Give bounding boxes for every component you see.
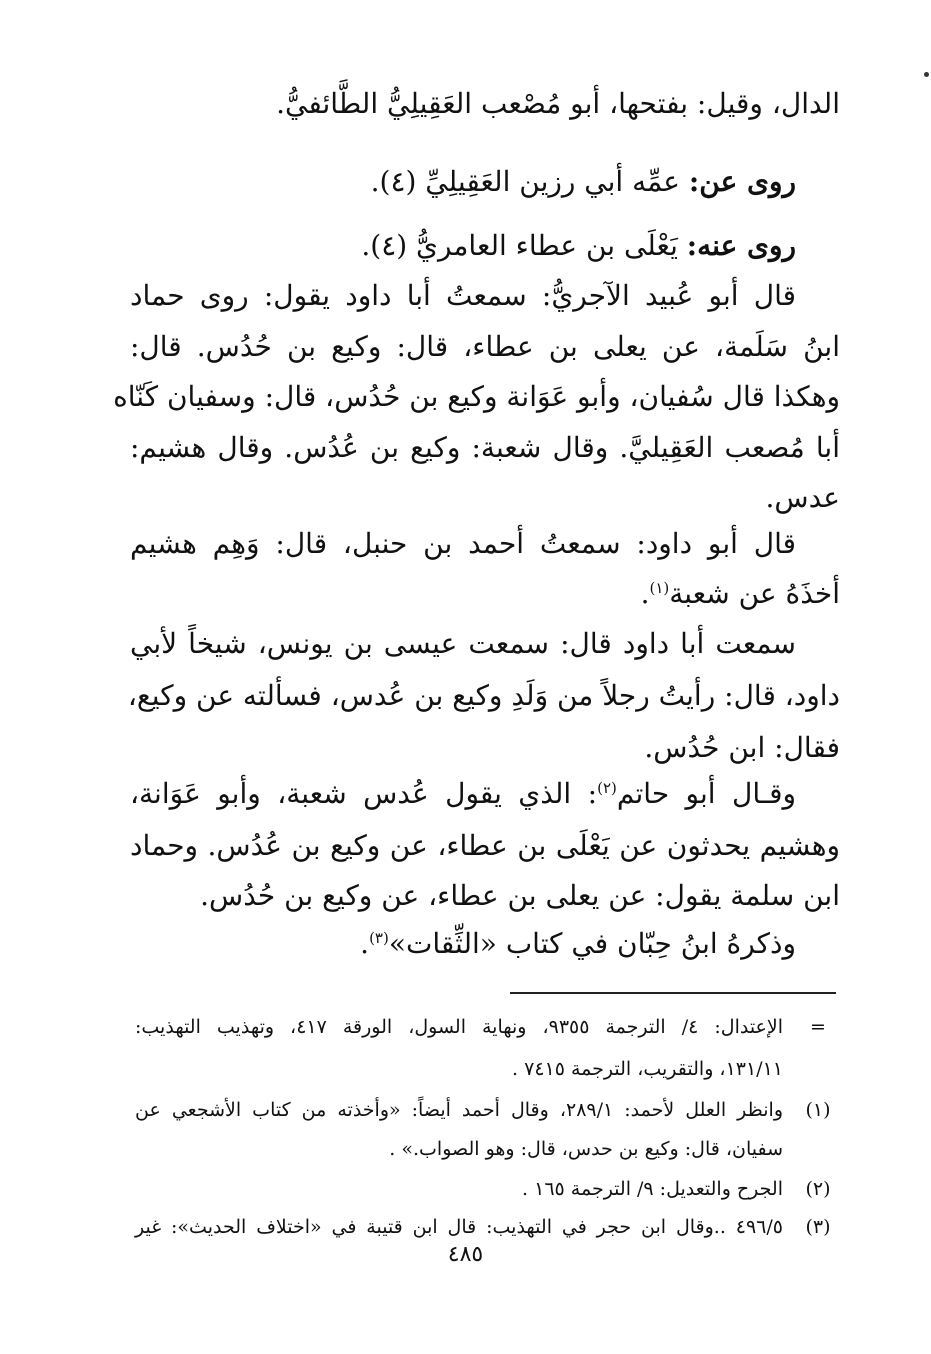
footnote-marker: =	[810, 1016, 826, 1038]
text-line: فقال: ابن حُدُس.	[644, 731, 840, 764]
footnote-separator	[510, 992, 836, 994]
text-line: وذكرهُ ابنُ حِبّان في كتاب «الثِّقات»$^{(٣)}$.	[360, 927, 796, 960]
footnote-ref-1: (١)	[649, 579, 670, 597]
text-line: أخذَهُ عن شعبة$^{(١)}$.	[640, 577, 840, 610]
text-line: قال أبو داود: سمعتُ أحمد بن حنبل، قال: وَهِم هشيم	[130, 527, 796, 560]
footnote-line: سفيان، قال: وكيع بن حدس، قال: وهو الصواب.» .	[389, 1138, 783, 1160]
text-line: سمعت أبا داود قال: سمعت عيسى بن يونس، شيخاً لأبي	[130, 627, 796, 660]
footnote-ref-3: (٣)	[369, 929, 389, 947]
footnote-marker: (٢)	[805, 1178, 831, 1200]
scan-speck	[924, 72, 929, 77]
rawa-anhu-line: روى عنه: يَعْلَى بن عطاء العامريُّ (٤).	[361, 229, 796, 262]
footnote-1: (١) وانظر العلل لأحمد: ٢٨٩/١، وقال أحمد أيضاً: «وأخذته من كتاب الأشجعي عن	[135, 1095, 835, 1125]
text-line: داود، قال: رأيتُ رجلاً من وَلَدِ وكيع بن عُدس، فسألته عن وكيع،	[127, 679, 840, 712]
footnote-continuation: = الإعتدال: ٤/ الترجمة ٩٣٥٥، ونهاية السول، الورقة ٤١٧، وتهذيب التهذيب:	[135, 1012, 835, 1042]
footnote-marker: (٣)	[805, 1216, 831, 1238]
text-line: وقـال أبو حاتم$^{(٢)}$: الذي يقول عُدس شعبة، وأبو عَوَانة،	[130, 777, 796, 810]
text-line: وهكذا قال سُفيان، وأبو عَوَانة وكيع بن حُدُس، قال: وسفيان كَنّاه	[113, 380, 840, 413]
text-line: ابن سلمة يقول: عن يعلى بن عطاء، عن وكيع بن حُدُس.	[200, 879, 840, 912]
footnote-marker: (١)	[805, 1099, 831, 1121]
text-line: الدال، وقيل: بفتحها، أبو مُصْعب العَقِيلِيُّ الطَّائفيُّ.	[276, 87, 840, 120]
rawa-an-line: روى عن: عمِّه أبي رزين العَقِيلِيِّ (٤).	[370, 165, 796, 198]
footnote-3: (٣) ٤٩٦/٥ ..وقال ابن حجر في التهذيب: قال ابن قتيبة في «اختلاف الحديث»: غير	[135, 1212, 835, 1242]
text-line: وهشيم يحدثون عن يَعْلَى بن عطاء، عن وكيع بن عُدُس. وحماد	[130, 829, 840, 862]
footnote-2: (٢) الجرح والتعديل: ٩/ الترجمة ١٦٥ .	[135, 1174, 835, 1204]
page-number: ٤٨٥	[447, 1242, 484, 1267]
text-line: قال أبو عُبيد الآجريُّ: سمعتُ أبا داود يقول: روى حماد	[130, 279, 796, 312]
rawa-anhu-label: روى عنه:	[686, 229, 796, 262]
footnote-ref-2: (٢)	[597, 779, 617, 797]
footnote-line: ١٣١/١١، والتقريب، الترجمة ٧٤١٥ .	[512, 1058, 783, 1080]
text-line: عدس.	[765, 481, 840, 514]
text-line: ابنُ سَلَمة، عن يعلى بن عطاء، قال: وكيع بن حُدُس. قال:	[130, 330, 840, 363]
rawa-an-label: روى عن:	[688, 165, 796, 198]
text-line: أبا مُصعب العَقِيليَّ. وقال شعبة: وكيع بن عُدُس. وقال هشيم:	[130, 431, 840, 464]
